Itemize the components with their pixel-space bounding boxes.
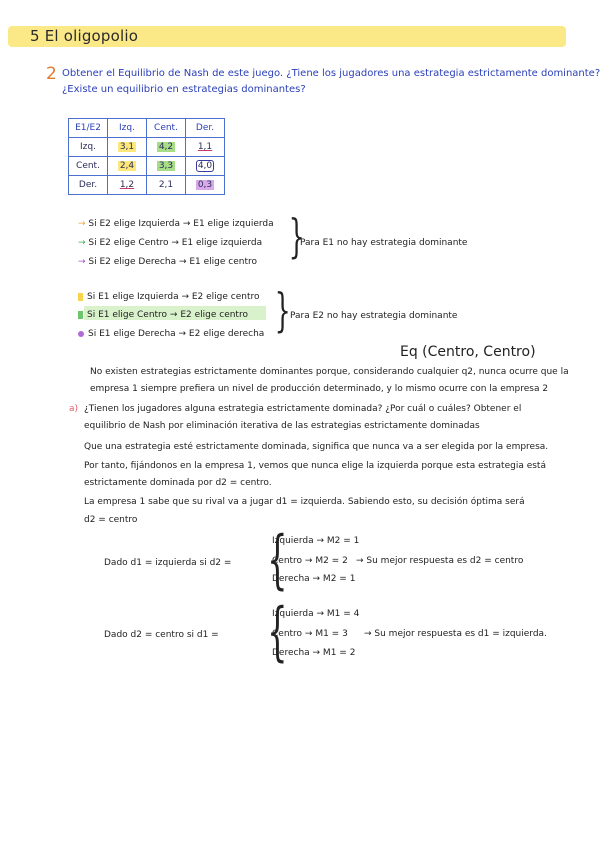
payoff-col-header: Der.	[186, 119, 225, 138]
case-option: Centro → M2 = 2	[272, 556, 348, 566]
purple-dot-icon	[78, 331, 84, 337]
case-lead: Dado d1 = izquierda si d2 =	[104, 558, 232, 568]
payoff-col-header: Izq.	[108, 119, 147, 138]
question-number: 2	[46, 64, 57, 84]
payoff-cell	[147, 157, 186, 176]
arrow-icon: →	[78, 219, 86, 229]
payoff-row-label: Izq.	[69, 138, 108, 157]
payoff-value: 4,0	[197, 161, 213, 171]
paragraph-line: empresa 1 siempre prefiera un nivel de producción determinado, y lo mismo ocurre con la empresa 2	[90, 384, 549, 394]
payoff-cell	[186, 157, 225, 176]
payoff-value: 4,2	[158, 142, 174, 152]
e2-item: → Si E2 elige Centro → E1 elige izquierda	[78, 238, 263, 248]
payoff-cell	[108, 138, 147, 157]
case-option: Derecha → M2 = 1	[272, 574, 356, 584]
payoff-value: 2,4	[119, 161, 135, 171]
case-option: Derecha → M1 = 2	[272, 648, 356, 658]
payoff-value: 0,3	[197, 180, 213, 190]
paragraph-line: Por tanto, fijándonos en la empresa 1, vemos que nunca elige la izquierda porque esta estrategia está	[84, 461, 546, 471]
paragraph-line: La empresa 1 sabe que su rival va a jugar d1 = izquierda. Sabiendo esto, su decisión óptima será	[84, 497, 525, 507]
brace-icon: {	[267, 595, 288, 669]
e1-item: Si E1 elige Centro → E2 elige centro	[78, 310, 248, 320]
green-marker-icon	[78, 311, 83, 319]
question-line-1: Obtener el Equilibrio de Nash de este juego. ¿Tiene los jugadores una estrategia estrictamente dominante?	[62, 68, 600, 79]
case-result: → Su mejor respuesta es d2 = centro	[356, 556, 524, 566]
case-lead: Dado d2 = centro si d1 =	[104, 630, 219, 640]
payoff-row	[69, 157, 225, 176]
payoff-cell	[186, 138, 225, 157]
payoff-row	[69, 138, 225, 157]
payoff-cell	[108, 157, 147, 176]
subquestion-line: equilibrio de Nash por eliminación iterativa de las estrategias estrictamente dominadas	[84, 421, 480, 431]
brace-icon: {	[267, 523, 288, 597]
payoff-row-label: Cent.	[69, 157, 108, 176]
equilibrium-label: Eq (Centro, Centro)	[400, 344, 536, 360]
brace-icon: }	[274, 283, 291, 337]
case-option: Izquierda → M1 = 4	[272, 609, 360, 619]
payoff-value: 3,3	[158, 161, 174, 171]
payoff-table	[68, 118, 225, 195]
payoff-header-row	[69, 119, 225, 138]
paragraph-line: Que una estrategia esté estrictamente dominada, significa que nunca va a ser elegida por la empresa.	[84, 442, 549, 452]
payoff-corner: E1/E2	[69, 119, 108, 138]
case-option: Centro → M1 = 3	[272, 629, 348, 639]
arrow-icon: →	[78, 238, 86, 248]
e2-conclusion: Para E1 no hay estrategia dominante	[300, 238, 468, 248]
paragraph-line: d2 = centro	[84, 515, 138, 525]
paragraph-line: No existen estrategias estrictamente dominantes porque, considerando cualquier q2, nunca ocurre que la	[90, 367, 569, 377]
e1-item: Si E1 elige Izquierda → E2 elige centro	[78, 292, 260, 302]
brace-icon: }	[288, 209, 305, 263]
subquestion-line: ¿Tienen los jugadores alguna estrategia estrictamente dominada? ¿Por cuál o cuáles? Obtener el	[84, 404, 522, 414]
e2-item: → Si E2 elige Izquierda → E1 elige izquierda	[78, 219, 274, 229]
payoff-cell	[147, 176, 186, 195]
page-title: 5 El oligopolio	[30, 27, 139, 45]
e1-conclusion: Para E2 no hay estrategia dominante	[290, 311, 458, 321]
paragraph-line: estrictamente dominada por d2 = centro.	[84, 478, 272, 488]
case-option: Izquierda → M2 = 1	[272, 536, 360, 546]
e2-item: → Si E2 elige Derecha → E1 elige centro	[78, 257, 258, 267]
payoff-value: 1,1	[197, 142, 213, 152]
payoff-cell	[186, 176, 225, 195]
payoff-value: 1,2	[119, 180, 135, 190]
question-line-2: ¿Existe un equilibrio en estrategias dominantes?	[62, 84, 306, 95]
subquestion-label: a)	[69, 404, 79, 414]
payoff-value: 3,1	[119, 142, 135, 152]
payoff-value: 2,1	[158, 180, 174, 190]
case-result: → Su mejor respuesta es d1 = izquierda.	[364, 629, 547, 639]
payoff-cell	[108, 176, 147, 195]
payoff-col-header: Cent.	[147, 119, 186, 138]
yellow-marker-icon	[78, 293, 83, 301]
arrow-icon: →	[78, 257, 86, 267]
payoff-cell	[147, 138, 186, 157]
e1-item: Si E1 elige Derecha → E2 elige derecha	[78, 329, 264, 339]
payoff-row	[69, 176, 225, 195]
payoff-row-label: Der.	[69, 176, 108, 195]
